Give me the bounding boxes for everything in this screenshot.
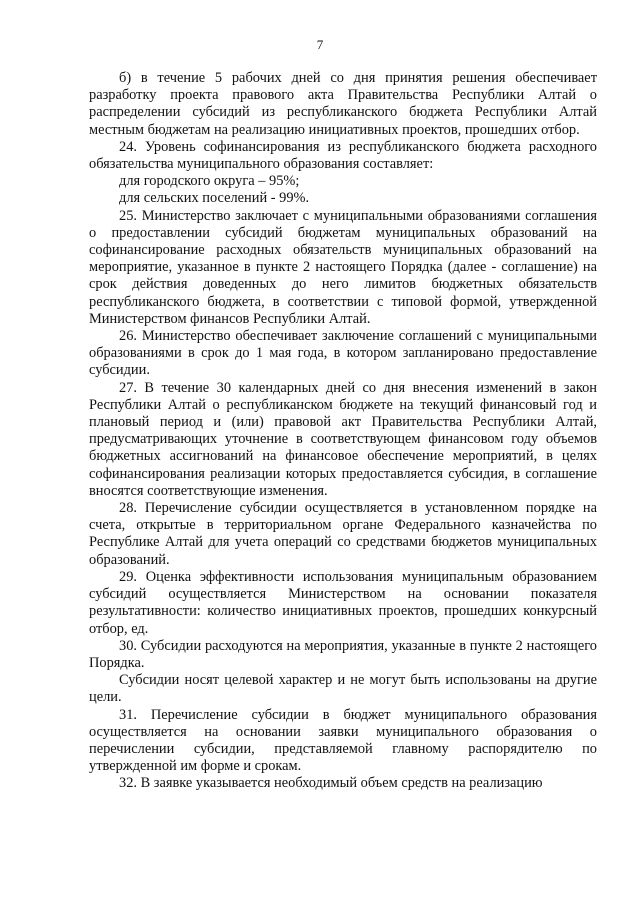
paragraph-25-agreements: 25. Министерство заключает с муниципальными образованиями соглашения о предоставлении субсидий бюджетам муниципальных образований на софинансирование расходных обязательств муниципальных образований на мероприятие, указанное в пункте 2 настоящего Порядка (далее - соглашение) на срок действия доведенных до него лимитов бюджетных обязательств республиканского бюджета, в соответствии с типовой формой, утвержденной Министерством финансов Республики Алтай. xyxy=(89,207,597,327)
paragraph-30-spending: 30. Субсидии расходуются на мероприятия, указанные в пункте 2 настоящего Порядка. xyxy=(89,637,597,671)
paragraph-b-project-drafting: б) в течение 5 рабочих дней со дня принятия решения обеспечивает разработку проекта правового акта Правительства Республики Алтай о распределении субсидий из республиканского бюджета Республики Алтай местным бюджетам на реализацию инициативных проектов, прошедших отбор. xyxy=(89,70,597,138)
paragraph-31-application: 31. Перечисление субсидии в бюджет муниципального образования осуществляется на основании заявки муниципального образования о перечислении субсидии, представляемой главному распорядителю по утвержденной им форме и срокам. xyxy=(89,706,597,775)
paragraph-target-purpose: Субсидии носят целевой характер и не могут быть использованы на другие цели. xyxy=(89,672,597,706)
paragraph-24-cofinancing-level: 24. Уровень софинансирования из республиканского бюджета расходного обязательства муниципального образования составляет: xyxy=(89,138,597,173)
document-body xyxy=(89,70,597,793)
paragraph-26-agreement-deadline: 26. Министерство обеспечивает заключение соглашений с муниципальными образованиями в срок до 1 мая года, в котором запланировано предоставление субсидии. xyxy=(89,328,597,379)
paragraph-city-district-rate: для городского округа – 95%; xyxy=(119,173,300,190)
page-number: 7 xyxy=(316,37,324,52)
paragraph-rural-settlements-rate: для сельских поселений - 99%. xyxy=(119,190,310,207)
paragraph-29-efficiency: 29. Оценка эффективности использования муниципальным образованием субсидий осуществляется Министерством на основании показателя результативности: количество инициативных проектов, прошедших конкурсный отбор, ед. xyxy=(89,568,597,637)
paragraph-32-application-content: 32. В заявке указывается необходимый объем средств на реализацию xyxy=(119,775,543,792)
paragraph-27-amendments: 27. В течение 30 календарных дней со дня внесения изменений в закон Республики Алтай о республиканском бюджете на текущий финансовый год и плановый период и (или) правовой акт Правительства Республики Алтай, предусматривающих уточнение в соответствующем финансовом году объемов бюджетных ассигнований на финансовое обеспечение мероприятий, в целях софинансирования реализации которых предоставляется субсидия, в соглашение вносятся соответствующие изменения. xyxy=(89,379,597,499)
paragraph-28-transfer: 28. Перечисление субсидии осуществляется в установленном порядке на счета, открытые в территориальном органе Федерального казначейства по Республике Алтай для учета операций со средствами бюджетов муниципальных образований. xyxy=(89,500,597,568)
